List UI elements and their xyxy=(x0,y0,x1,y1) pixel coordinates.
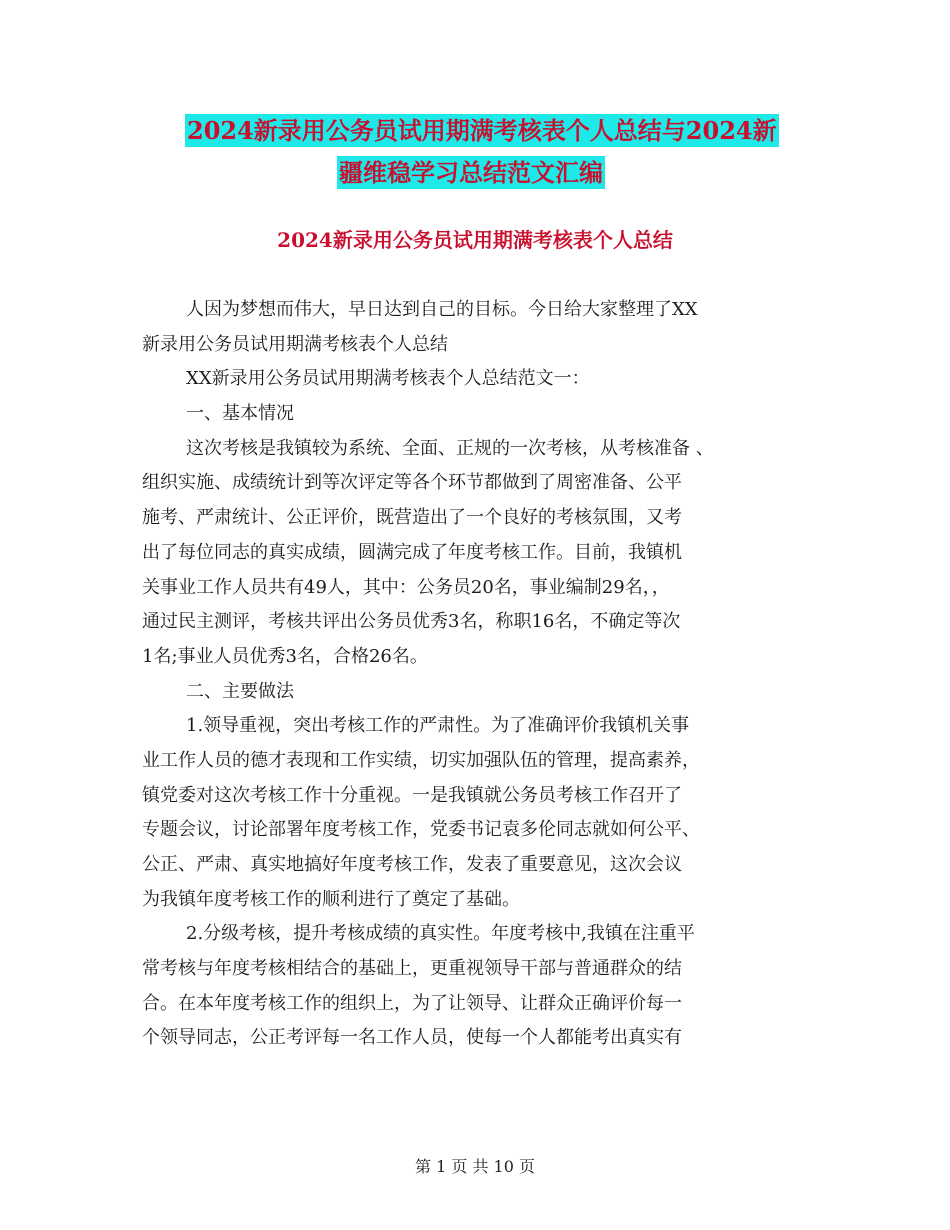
section-title: 2024新录用公务员试用期满考核表个人总结 xyxy=(277,228,673,252)
body-line: 常考核与年度考核相结合的基础上，更重视领导干部与普通群众的结 xyxy=(142,958,682,980)
main-title-line-2: 疆维稳学习总结范文汇编 xyxy=(339,158,603,187)
body-line: 为我镇年度考核工作的顺利进行了奠定了基础。 xyxy=(142,888,520,910)
body-line: 施考、严肃统计、公正评价，既营造出了一个良好的考核氛围，又考 xyxy=(142,507,682,529)
body-line: 组织实施、成绩统计到等次评定等各个环节都做到了周密准备、公平 xyxy=(142,472,682,494)
document-main-title xyxy=(185,112,815,192)
page-footer: 第 1 页 共 10 页 xyxy=(415,1157,535,1176)
body-line: 1名;事业人员优秀3名，合格26名。 xyxy=(142,645,428,667)
body-line: 镇党委对这次考核工作十分重视。一是我镇就公务员考核工作召开了 xyxy=(142,784,682,806)
body-line: 2.分级考核，提升考核成绩的真实性。年度考核中,我镇在注重平 xyxy=(186,923,695,945)
body-line: 公正、严肃、真实地搞好年度考核工作，发表了重要意见，这次会议 xyxy=(142,854,682,875)
body-line: 出了每位同志的真实成绩，圆满完成了年度考核工作。目前，我镇机 xyxy=(142,541,682,563)
section-heading-main-practices: 二、主要做法 xyxy=(186,680,294,702)
body-line: 个领导同志，公正考评每一名工作人员，使每一个人都能考出真实有 xyxy=(142,1027,682,1049)
body-line: XX新录用公务员试用期满考核表个人总结范文一： xyxy=(186,368,590,390)
body-line: 1.领导重视，突出考核工作的严肃性。为了准确评价我镇机关事 xyxy=(186,715,690,737)
body-line: 通过民主测评，考核共评出公务员优秀3名，称职16名，不确定等次 xyxy=(142,611,681,633)
document-body xyxy=(142,293,812,1056)
body-line: 关事业工作人员共有49人，其中：公务员20名，事业编制29名，， xyxy=(142,576,670,598)
main-title-line-1: 2024新录用公务员试用期满考核表个人总结与2024新 xyxy=(187,116,777,145)
body-line: 这次考核是我镇较为系统、全面、正规的一次考核，从考核准备 、 xyxy=(186,437,714,459)
body-line: 合。在本年度考核工作的组织上，为了让领导、让群众正确评价每一 xyxy=(142,992,682,1014)
body-line: 业工作人员的德才表现和工作实绩，切实加强队伍的管理，提高素养， xyxy=(142,749,700,771)
section-heading-basic-situation: 一、基本情况 xyxy=(186,403,294,425)
body-line: 专题会议，讨论部署年度考核工作，党委书记袁多伦同志就如何公平、 xyxy=(142,819,700,841)
body-line: 新录用公务员试用期满考核表个人总结 xyxy=(142,333,448,355)
body-line: 人因为梦想而伟大，早日达到自己的目标。今日给大家整理了XX xyxy=(186,299,698,320)
